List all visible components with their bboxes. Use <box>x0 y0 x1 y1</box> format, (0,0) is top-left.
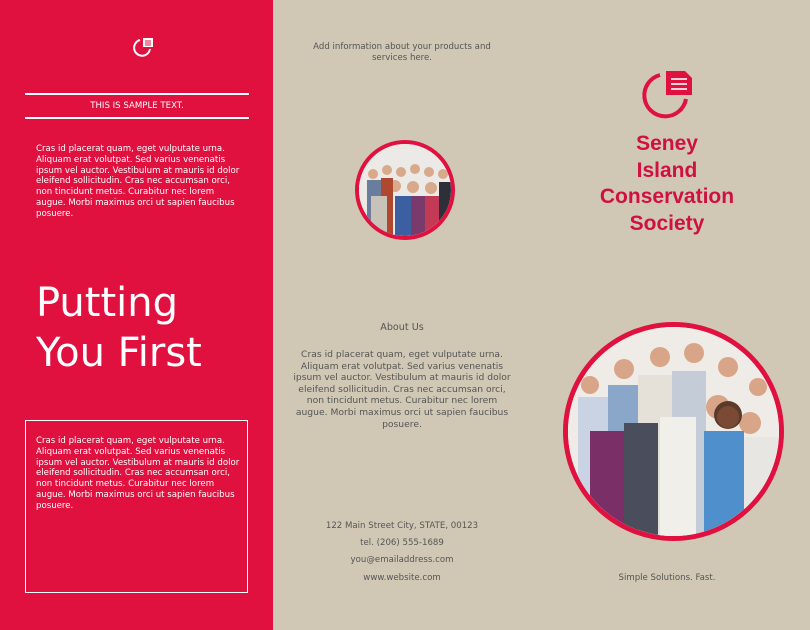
headline-line-1: Putting <box>36 280 178 326</box>
organization-name <box>575 131 759 237</box>
org-name-line-3: Conservation <box>599 185 735 208</box>
headline <box>36 278 202 378</box>
team-photo-large <box>563 322 784 541</box>
logo-icon-large <box>638 69 696 124</box>
intro-paragraph: Cras id placerat quam, eget vulputate urna. Aliquam erat volutpat. Sed varius venenatis ipsum vel auctor. Vestibulum at mauris id dolor eleifend sollicitudin. Cras nec accumsan orci, non tincidunt metus. Curabitur nec lorem augue. Morbi maximus orci ut sapien faucibus posuere. <box>36 144 240 219</box>
tagline: Simple Solutions. Fast. <box>618 573 716 583</box>
phone: tel. (206) 555-1689 <box>360 538 444 548</box>
org-name-line-1: Seney <box>636 132 698 155</box>
right-panel <box>531 0 810 630</box>
text-box <box>25 420 248 593</box>
divider-bottom <box>25 117 249 119</box>
website[interactable]: www.website.com <box>363 573 441 583</box>
org-name-line-4: Society <box>629 211 705 235</box>
divider-top <box>25 93 249 95</box>
products-note: Add information about your products and services here. <box>313 42 491 63</box>
logo-icon <box>131 37 155 59</box>
about-heading: About Us <box>380 322 424 333</box>
left-panel <box>0 0 273 630</box>
team-photo-small <box>355 140 455 240</box>
org-name-line-2: Island <box>636 158 698 182</box>
address: 122 Main Street City, STATE, 00123 <box>325 521 479 531</box>
sample-label: THIS IS SAMPLE TEXT. <box>90 101 184 111</box>
email[interactable]: you@emailaddress.com <box>350 555 454 565</box>
about-paragraph: Cras id placerat quam, eget vulputate urna. Aliquam erat volutpat. Sed varius venenatis ipsum vel auctor. Vestibulum at mauris id dolor eleifend sollicitudin. Cras nec accumsan orci, non tincidunt metus. Curabitur nec lorem augue. Morbi maximus orci ut sapien faucibus posuere. <box>293 349 511 430</box>
box-paragraph: Cras id placerat quam, eget vulputate urna. Aliquam erat volutpat. Sed varius venenatis ipsum vel auctor. Vestibulum at mauris id dolor eleifend sollicitudin. Cras nec accumsan orci, non tincidunt metus. Curabitur nec lorem augue. Morbi maximus orci ut sapien faucibus posuere. <box>36 436 240 511</box>
middle-panel <box>273 0 531 630</box>
headline-line-2: You First <box>36 330 202 376</box>
